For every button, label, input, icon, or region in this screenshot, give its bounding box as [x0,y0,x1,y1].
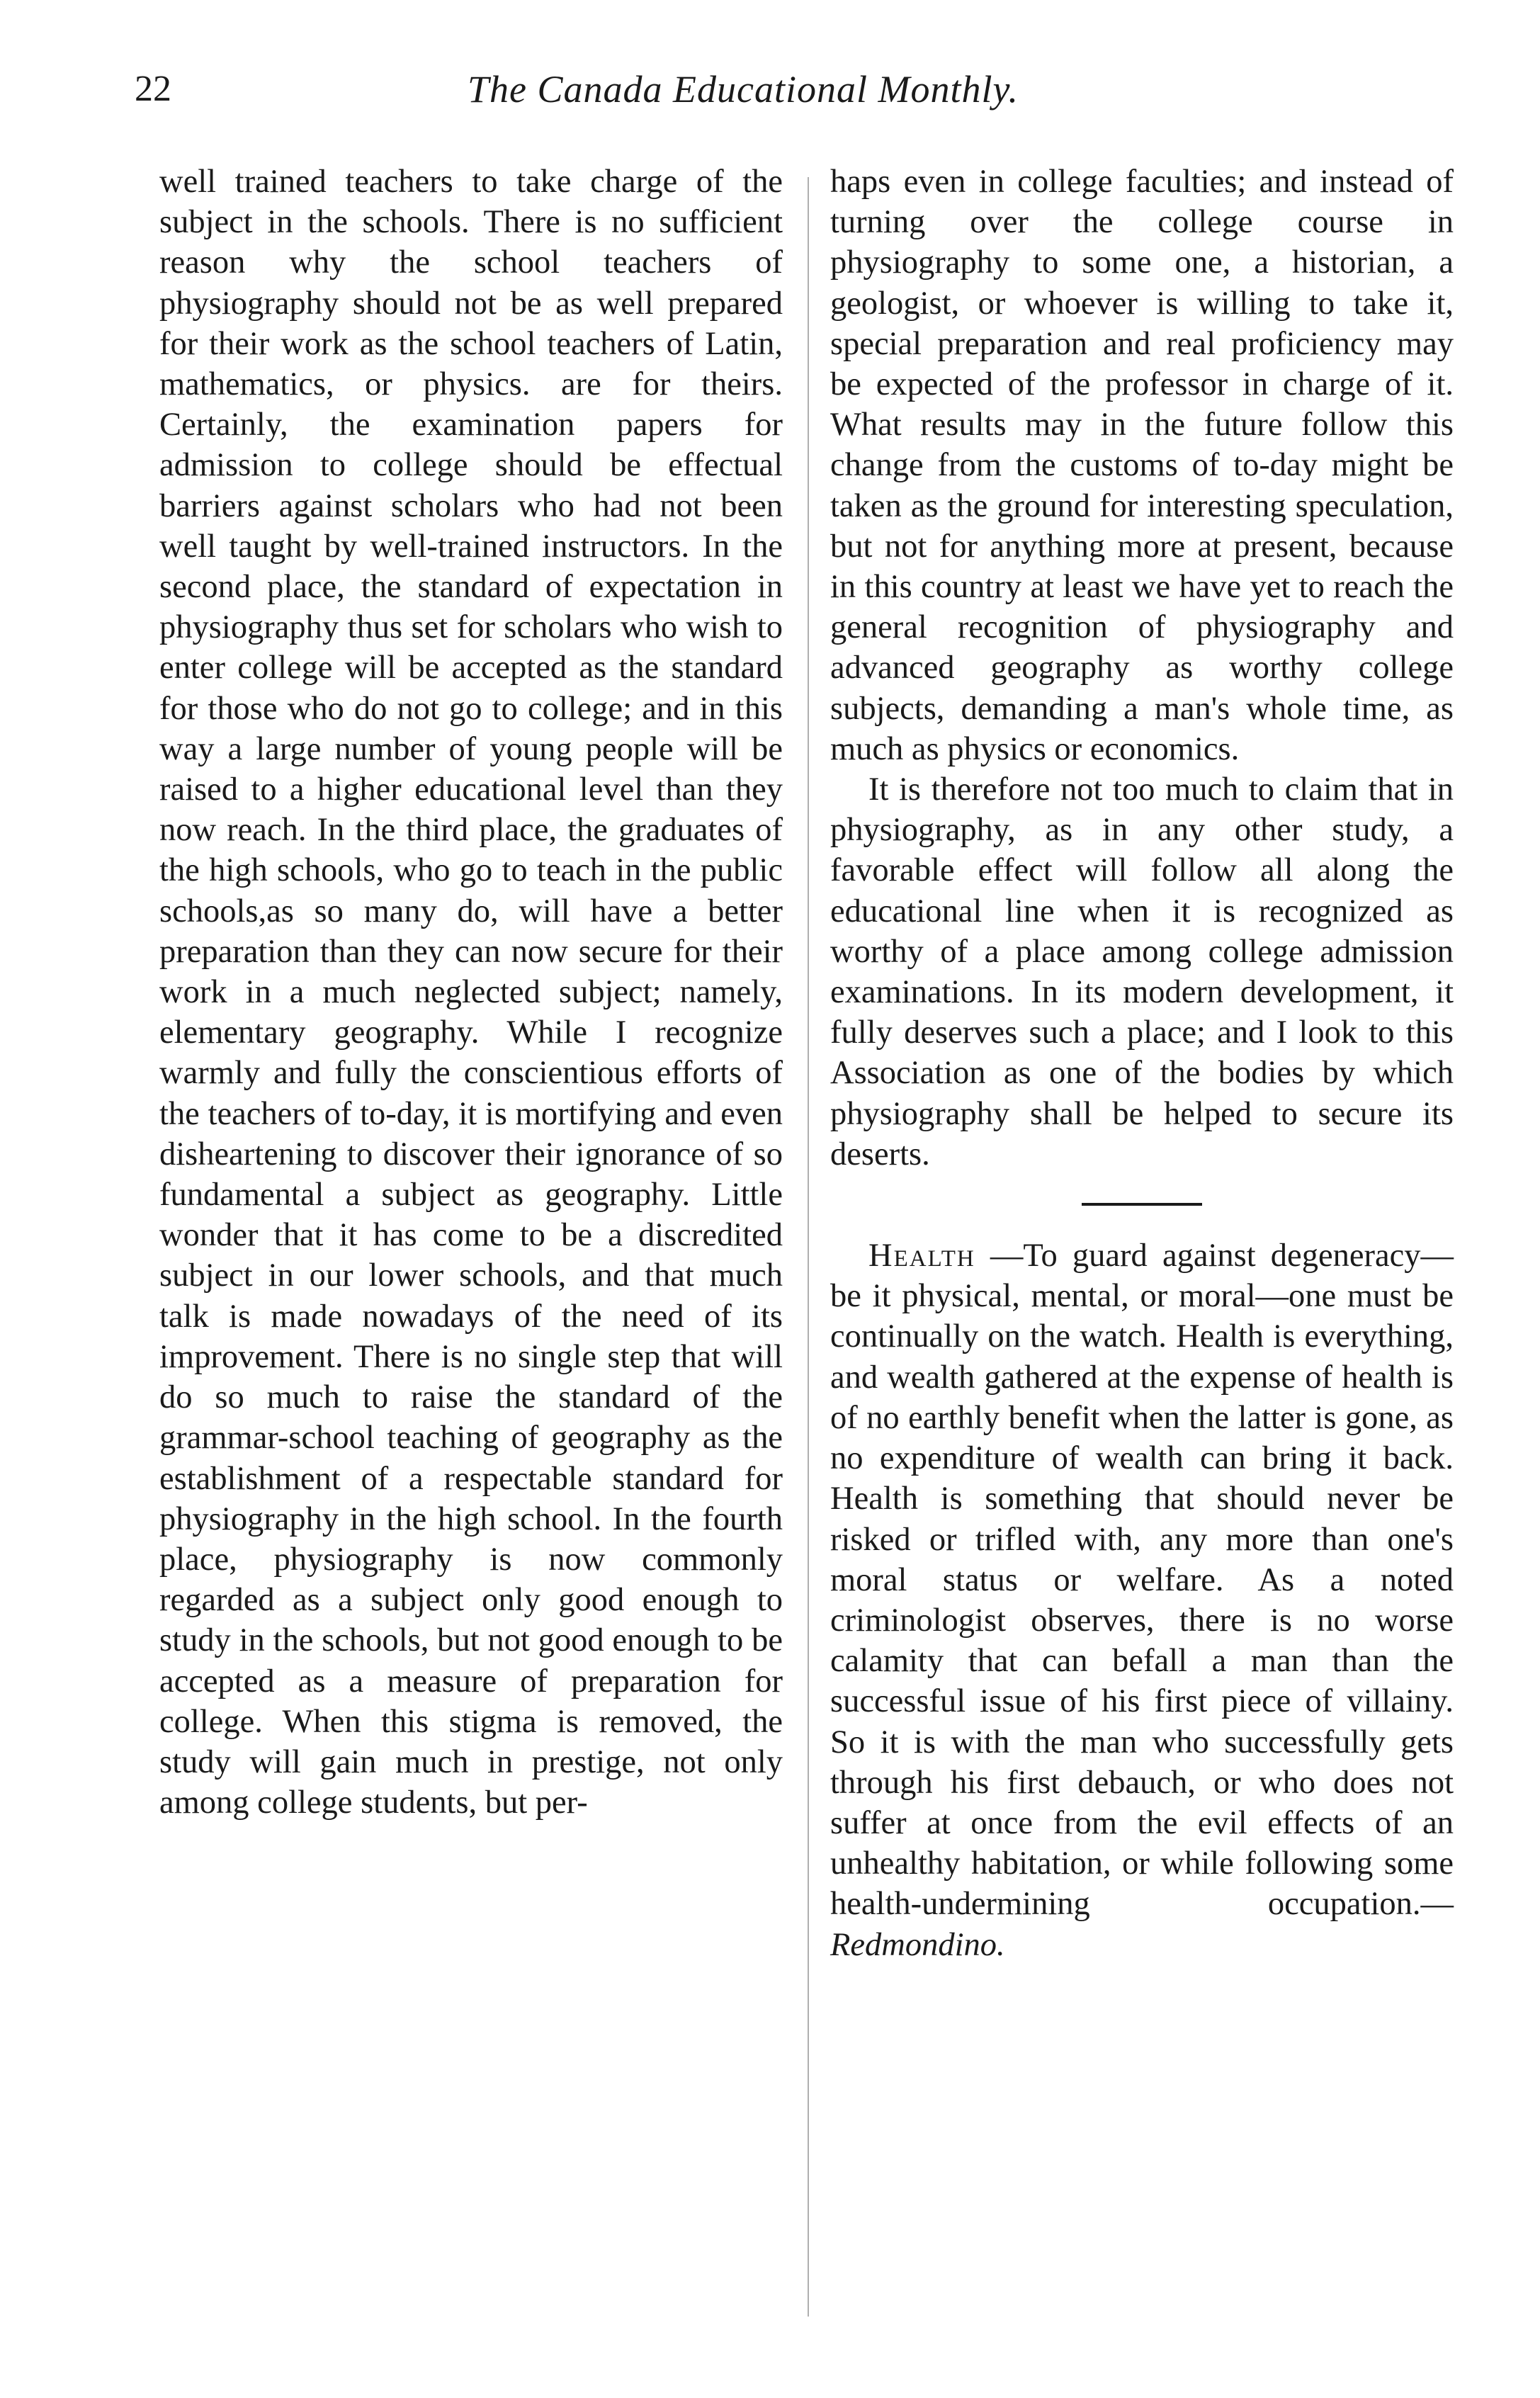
column-divider [808,177,809,2317]
right-conclusion-paragraph: It is therefore not too much to claim that in physiography, as in any other study, a favorable effect will follow all along the educational line when it is recognized as worthy of a place among college admission examinations. In its modern development, it fully deserves such a place; and I look to this Association as one of the bodies by which physiography shall be helped to secure its deserts. [830,771,1454,1172]
health-heading: Health [868,1238,975,1274]
health-text: —To guard against degeneracy—be it physical, mental, or moral—one must be continually on the watch. Health is everything, and wealth gathered at the expense of health is of no earthly benefit when the latter is gone, as no expenditure of wealth can bring it back. Health is something that should never be risked or trifled with, any more than one's moral status or welfare. As a noted criminologist observes, there is no worse calamity that can befall a man than the successful issue of his first piece of villainy. So it is with the man who successfully gets through his first debauch, or who does not suffer at once from the evil effects of an unhealthy habitation, or while following some health-undermining occupation.— [830,1238,1454,1923]
left-paragraph: well trained teachers to take charge of the subject in the schools. There is no sufficient reason why the school teachers of physiography should not be as well prepared for their work as the school teachers of Latin, mathematics, or physics. are for theirs. Certainly, the examination papers for admission to college should be effectual barriers against scholars who had not been well taught by well-trained instructors. In the second place, the standard of expectation in physiography thus set for scholars who wish to enter college will be accepted as the standard for those who do not go to college; and in this way a large number of young people will be raised to a higher educational level than they now reach. In the third place, the graduates of the high schools, who go to teach in the public schools,as so many do, will have a better preparation than they can now secure for their work in a much neglected subject; namely, elementary geography. While I recognize warmly and fully the conscientious efforts of the teachers of to-day, it is mortifying and even disheartening to discover their ignorance of so fundamental a subject as geography. Little wonder that it has come to be a discredited subject in our lower schools, and that much talk is made nowadays of the need of its improvement. There is no single step that will do so much to raise the standard of the grammar-school teaching of geography as the establishment of a respectable standard for physiography in the high school. In the fourth place, physiography is now commonly regarded as a subject only good enough to study in the schools, but not good enough to be accepted as a measure of preparation for college. When this stigma is removed, the study will gain much in prestige, not only among college students, but per- [159,164,783,1821]
left-column [159,162,783,1823]
health-attribution: Redmondino. [830,1926,1005,1963]
page-number: 22 [135,69,171,109]
health-paragraph [830,1235,1454,1965]
right-column [830,162,1454,1965]
right-continuation-paragraph: haps even in college faculties; and instead of turning over the college course in physiography to some one, a historian, a geologist, or whoever is willing to take it, special preparation and real proficiency may be expected of the professor in charge of it. What results may in the future follow this change from the customs of to-day might be taken as the ground for interesting speculation, but not for anything more at present, because in this country at least we have yet to reach the general recognition of physiography and advanced geography as worthy college subjects, demanding a man's whole time, as much as physics or economics. [830,164,1454,767]
journal-title: The Canada Educational Monthly. [468,68,1019,111]
section-divider [1082,1203,1202,1206]
